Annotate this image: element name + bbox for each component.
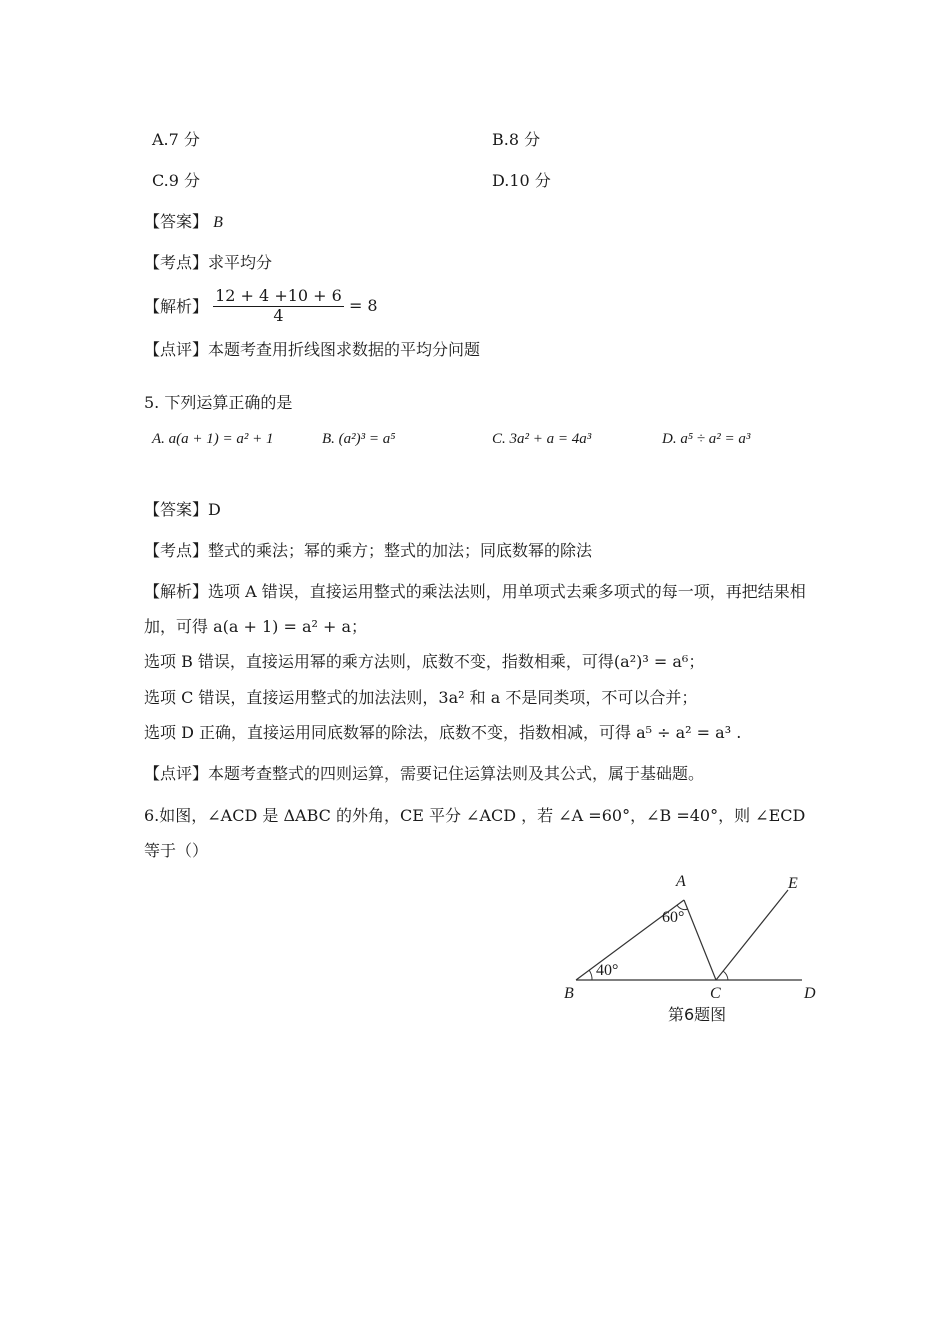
comment-label: 【点评】 <box>144 340 209 359</box>
comment-value: 本题考查用折线图求数据的平均分问题 <box>208 340 481 359</box>
q5-analysis-line-1 <box>144 579 806 602</box>
answer-value: B <box>213 214 223 231</box>
option-d: D.10 分 <box>492 171 551 190</box>
q6-line-2: 等于（） <box>144 841 209 860</box>
q5-analysis-line-4: 选项 C 错误，直接运用整式的加法法则，3a² 和 a 不是同类项，不可以合并； <box>144 688 698 707</box>
label-d: D <box>804 985 816 1002</box>
label-c: C <box>710 985 721 1002</box>
line-ac <box>684 900 716 980</box>
line-ce <box>716 890 788 980</box>
option-c: C.9 分 <box>152 171 201 190</box>
q6-line-1: 6.如图，∠ACD 是 ΔABC 的外角，CE 平分 ∠ACD ，若 ∠A =60°，∠B =40°，则 ∠ECD <box>144 806 806 825</box>
fraction-denominator: 4 <box>273 306 284 325</box>
q4-analysis <box>144 286 378 325</box>
point-value: 整式的乘法；幂的乘方；整式的加法；同底数幂的除法 <box>208 541 593 560</box>
point-value: 求平均分 <box>208 253 273 272</box>
q5-option-c: C. 3a² + a = 4a³ <box>492 431 592 447</box>
label-a: A <box>676 873 686 890</box>
q5-point <box>144 538 592 561</box>
figure-caption: 第6题图 <box>668 1005 727 1024</box>
label-b: B <box>564 985 574 1002</box>
fraction-numerator: 12 + 4 +10 + 6 <box>215 286 342 305</box>
answer-label: 【答案】 <box>144 500 209 519</box>
analysis-text: 选项 A 错误，直接运用整式的乘法法则，用单项式去乘多项式的每一项，再把结果相 <box>208 582 806 601</box>
q5-analysis-line-5: 选项 D 正确，直接运用同底数幂的除法，底数不变，指数相减，可得 a⁵ ÷ a² = a³ . <box>144 723 742 742</box>
analysis-label: 【解析】 <box>144 582 209 601</box>
q5-comment <box>144 761 704 784</box>
q4-answer <box>144 209 223 232</box>
answer-label: 【答案】 <box>144 212 209 231</box>
angle-label-a: 60° <box>662 909 685 926</box>
angle-label-b: 40° <box>596 962 619 979</box>
q5-option-a: A. a(a + 1) = a² + 1 <box>152 431 274 447</box>
label-e: E <box>788 875 798 892</box>
q5-analysis-line-2: 加，可得 a(a + 1) = a² + a； <box>144 617 368 636</box>
q5-answer <box>144 497 221 520</box>
analysis-fraction <box>213 286 344 325</box>
answer-value: D <box>208 500 221 519</box>
comment-label: 【点评】 <box>144 764 209 783</box>
geometry-figure <box>560 868 830 1033</box>
q4-point <box>144 250 272 273</box>
option-b: B.8 分 <box>492 130 541 149</box>
option-a: A.7 分 <box>152 130 200 149</box>
comment-value: 本题考查整式的四则运算，需要记住运算法则及其公式，属于基础题。 <box>208 764 705 783</box>
angle-arc-b <box>589 970 592 980</box>
angle-arc-c <box>723 971 728 980</box>
q5-title: 5. 下列运算正确的是 <box>144 393 293 412</box>
q4-comment <box>144 337 480 360</box>
point-label: 【考点】 <box>144 253 209 272</box>
analysis-label: 【解析】 <box>144 297 209 316</box>
q5-option-d: D. a⁵ ÷ a² = a³ <box>662 431 751 447</box>
point-label: 【考点】 <box>144 541 209 560</box>
q5-option-b: B. (a²)³ = a⁵ <box>322 431 396 447</box>
q5-analysis-line-3: 选项 B 错误，直接运用幂的乘方法则，底数不变，指数相乘，可得(a²)³ = a⁶； <box>144 652 705 671</box>
analysis-result: = 8 <box>348 296 378 315</box>
